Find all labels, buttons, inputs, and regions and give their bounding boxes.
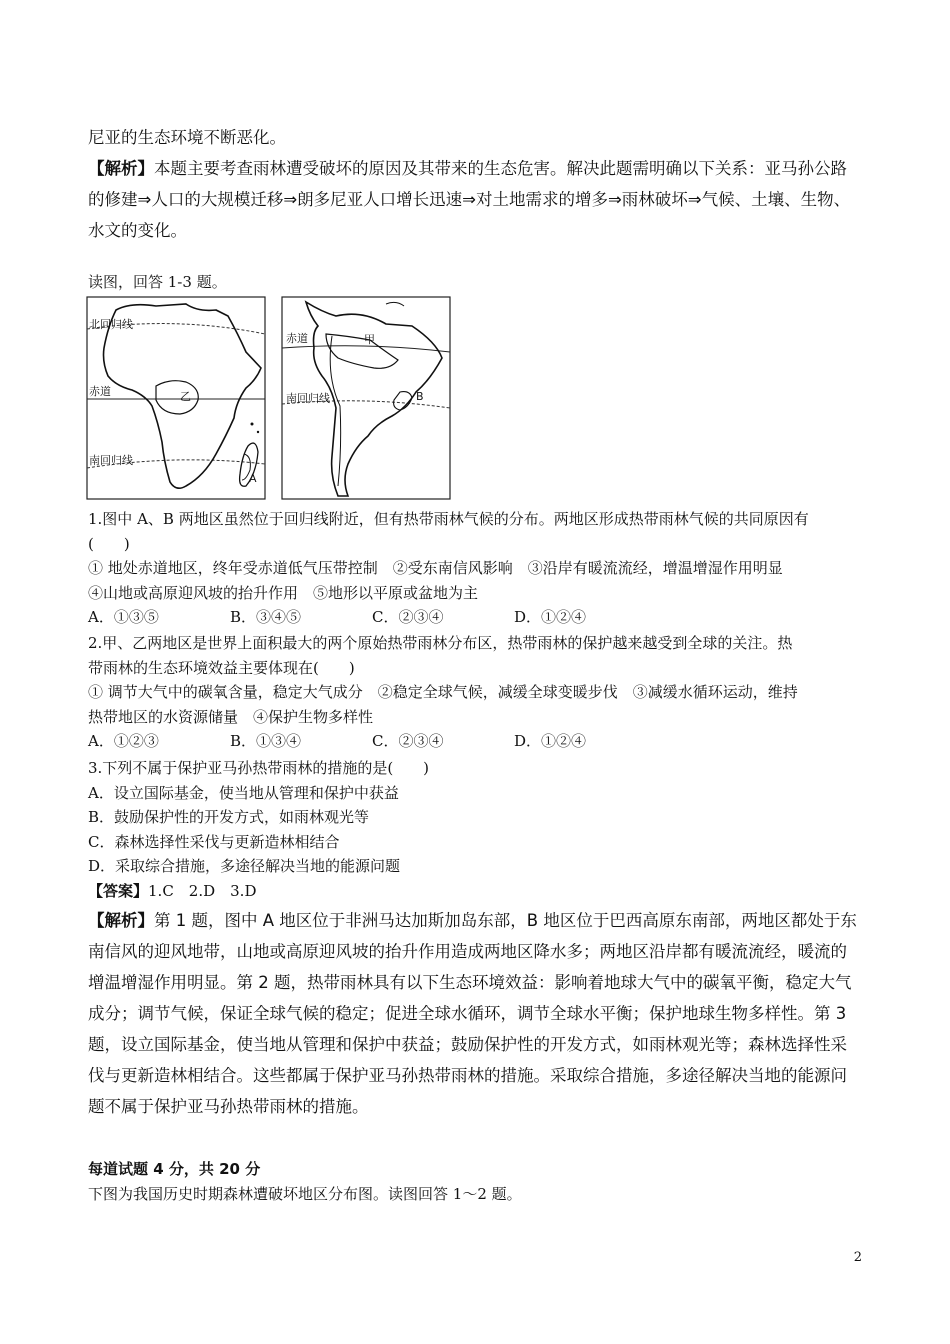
q3-option-a: A．设立国际基金，使当地从管理和保护中获益	[88, 783, 399, 802]
section-prompt: 下图为我国历史时期森林遭破坏地区分布图。读图回答 1～2 题。	[88, 1184, 522, 1203]
answer-line	[88, 879, 863, 904]
region-yi-outline	[156, 381, 198, 414]
analysis-text: 本题主要考查雨林遭受破坏的原因及其带来的生态危害。解决此题需明确以下关系：亚马孙公路的修建⇒人口的大规模迁移⇒朗多尼亚人口增长迅速⇒对土地需求的增多⇒雨林破坏⇒气候、土壤、生物、水文的变化。	[88, 159, 851, 240]
read-prompt: 读图，回答 1-3 题。	[88, 273, 227, 291]
question-3	[88, 756, 863, 903]
q3-option-c: C．森林选择性采伐与更新造林相结合	[88, 832, 340, 851]
label-south-tropic-africa: 南回归线	[89, 454, 133, 467]
label-b: B	[416, 390, 424, 403]
q2-option-a: A．①②③	[88, 732, 159, 750]
section-heading: 每道试题 4 分，共 20 分	[88, 1160, 261, 1178]
analysis-tag: 【解析】	[88, 159, 154, 178]
label-yi: 乙	[180, 390, 191, 403]
intro-analysis	[88, 153, 863, 246]
continued-line: 尼亚的生态环境不断恶化。	[88, 128, 286, 147]
maps-figure	[86, 296, 451, 506]
region-jia-outline	[326, 334, 398, 368]
q1-stem-line1: 1.图中 A、B 两地区虽然位于回归线附近，但有热带雨林气候的分布。两地区形成热带雨林气候的共同原因有	[88, 510, 809, 528]
q3-stem: 3.下列不属于保护亚马孙热带雨林的措施的是( )	[88, 759, 430, 777]
q1-items-line1: ① 地处赤道地区，终年受赤道低气压带控制 ②受东南信风影响 ③沿岸有暖流流经，增温增湿作用明显	[88, 559, 783, 577]
question-2	[88, 631, 863, 754]
analysis2-text: 第 1 题，图中 A 地区位于非洲马达加斯加岛东部，B 地区位于巴西高原东南部，两地区都处于东南信风的迎风地带，山地或高原迎风坡的抬升作用造成两地区降水多；两地区沿岸都有暖流流经，暖流的增温增湿作用明显。第 2 题，热带雨林具有以下生态环境效益：影响着地球大气中的碳氧平衡，稳定大气成分；调节气候，保证全球气候的稳定；促进全球水循环，调节全球水平衡；保护地球生物多样性。第 3 题，设立国际基金，使当地从管理和保护中获益；鼓励保护性的开发方式，如雨林观光等；森林选择性采伐与更新造林相结合。这些都属于保护亚马孙热带雨林的措施。采取综合措施，多途径解决当地的能源问题不属于保护亚马孙热带雨林的措施。	[88, 911, 857, 1116]
africa-map	[87, 297, 265, 499]
south-america-map	[282, 297, 450, 499]
q2-option-b: B．①③④	[230, 732, 302, 750]
page-number: 2	[853, 1250, 862, 1265]
q2-stem-line1: 2.甲、乙两地区是世界上面积最大的两个原始热带雨林分布区，热带雨林的保护越来越受到全球的关注。热	[88, 634, 793, 652]
label-jia: 甲	[364, 333, 375, 346]
q2-items-line1: ① 调节大气中的碳氧含量，稳定大气成分 ②稳定全球气候，减缓全球变暖步伐 ③减缓水循环运动，维持	[88, 683, 798, 701]
label-a: A	[249, 472, 257, 485]
q1-items-line2: ④山地或高原迎风坡的抬升作用 ⑤地形以平原或盆地为主	[88, 583, 479, 602]
label-equator-sa: 赤道	[286, 332, 308, 345]
q1-option-b: B．③④⑤	[230, 608, 302, 626]
q1-option-a: A．①③⑤	[88, 608, 159, 626]
maps-svg	[86, 296, 451, 502]
q2-option-d: D．①②④	[514, 732, 587, 750]
q1-stem-line2: ( )	[88, 534, 130, 553]
q1-option-d: D．①②④	[514, 608, 587, 626]
label-north-tropic: 北回归线	[89, 318, 133, 331]
q2-items-line2: 热带地区的水资源储量 ④保护生物多样性	[88, 707, 374, 726]
q2-stem-line2: 带雨林的生态环境效益主要体现在( )	[88, 658, 355, 677]
sa-equator-line	[282, 346, 450, 352]
label-south-tropic-sa: 南回归线	[286, 392, 330, 405]
q2-option-c: C．②③④	[372, 732, 444, 750]
q2-options	[88, 729, 863, 754]
q1-options	[88, 605, 863, 630]
q1-option-c: C．②③④	[372, 608, 444, 626]
question-1	[88, 507, 863, 630]
q3-option-d: D．采取综合措施，多途径解决当地的能源问题	[88, 857, 401, 875]
q3-option-b: B．鼓励保护性的开发方式，如雨林观光等	[88, 808, 370, 826]
answer-tag: 【答案】	[88, 881, 149, 900]
section	[88, 1157, 863, 1206]
analysis-2	[88, 905, 863, 1122]
analysis2-tag: 【解析】	[88, 911, 154, 930]
answer-text: 1.C 2.D 3.D	[148, 881, 257, 900]
label-equator-africa: 赤道	[89, 385, 111, 398]
